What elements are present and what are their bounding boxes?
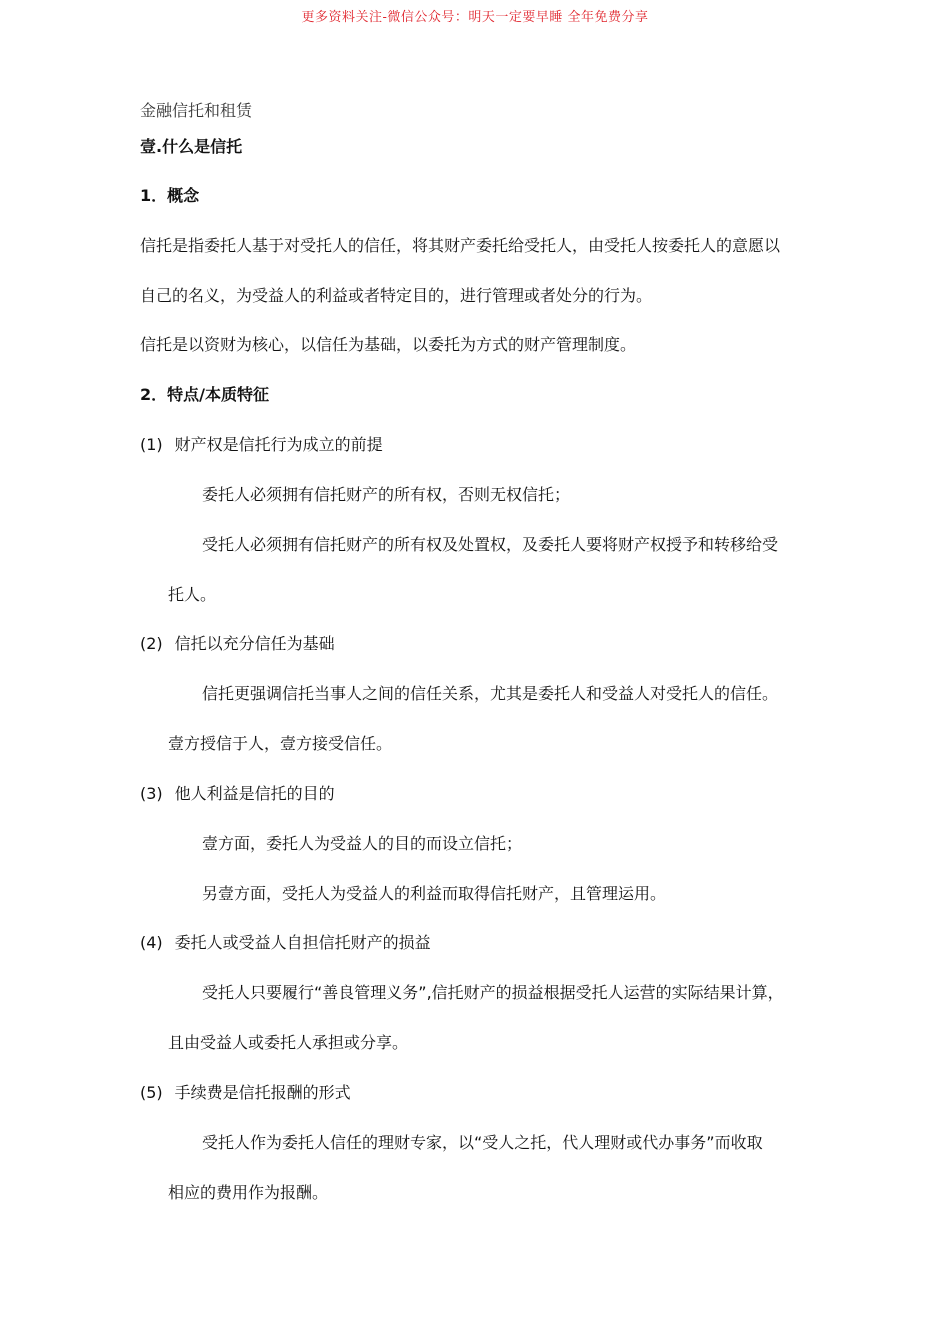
section-features-label: 2．特点/本质特征: [140, 385, 269, 404]
item-title: 他人利益是信托的目的: [174, 784, 335, 803]
item-title: 财产权是信托行为成立的前提: [174, 435, 383, 454]
feature-item-5-line1: 受托人作为委托人信任的理财专家，以“受人之托，代人理财或代办事务”而收取: [202, 1133, 763, 1152]
item-title: 手续费是信托报酬的形式: [174, 1083, 351, 1102]
item-title: 委托人或受益人自担信托财产的损益: [174, 933, 431, 952]
feature-item-1-line3: 托人。: [168, 585, 217, 604]
feature-item-2-line2: 壹方授信于人，壹方接受信任。: [168, 734, 393, 753]
concept-paragraph-line2: 自己的名义，为受益人的利益或者特定目的，进行管理或者处分的行为。: [140, 286, 653, 305]
item-number: (5): [140, 1083, 163, 1102]
feature-item-3-heading: [140, 784, 335, 804]
feature-item-1-line1: 委托人必须拥有信托财产的所有权，否则无权信托；: [202, 485, 571, 504]
document-title: 金融信托和租赁: [140, 101, 253, 120]
heading-what-is-trust: 壹.什么是信托: [140, 137, 243, 156]
feature-item-4-line2: 且由受益人或委托人承担或分享。: [168, 1033, 409, 1052]
feature-item-4-line1: 受托人只要履行“善良管理义务”,信托财产的损益根据受托人运营的实际结果计算，: [202, 983, 784, 1002]
feature-item-2-heading: [140, 634, 335, 654]
feature-item-3-line2: 另壹方面，受托人为受益人的利益而取得信托财产，且管理运用。: [202, 884, 667, 903]
concept-paragraph2: 信托是以资财为核心，以信任为基础，以委托为方式的财产管理制度。: [140, 335, 637, 354]
feature-item-5-heading: [140, 1083, 351, 1103]
feature-item-5-line2: 相应的费用作为报酬。: [168, 1183, 329, 1202]
feature-item-1-heading: [140, 435, 383, 455]
feature-item-4-heading: [140, 933, 431, 953]
item-number: (2): [140, 634, 163, 653]
section-concept-label: 1．概念: [140, 186, 200, 205]
item-number: (3): [140, 784, 163, 803]
feature-item-1-line2: 受托人必须拥有信托财产的所有权及处置权，及委托人要将财产权授予和转移给受: [202, 535, 779, 554]
feature-item-3-line1: 壹方面，委托人为受益人的目的而设立信托；: [202, 834, 523, 853]
concept-paragraph-line1: 信托是指委托人基于对受托人的信任，将其财产委托给受托人，由受托人按委托人的意愿以: [140, 236, 781, 255]
feature-item-2-line1: 信托更强调信托当事人之间的信任关系，尤其是委托人和受益人对受托人的信任。: [202, 684, 779, 703]
top-banner: 更多资料关注-微信公众号：明天一定要早睡 全年免费分享: [301, 10, 649, 25]
item-number: (1): [140, 435, 163, 454]
item-number: (4): [140, 933, 163, 952]
item-title: 信托以充分信任为基础: [174, 634, 335, 653]
